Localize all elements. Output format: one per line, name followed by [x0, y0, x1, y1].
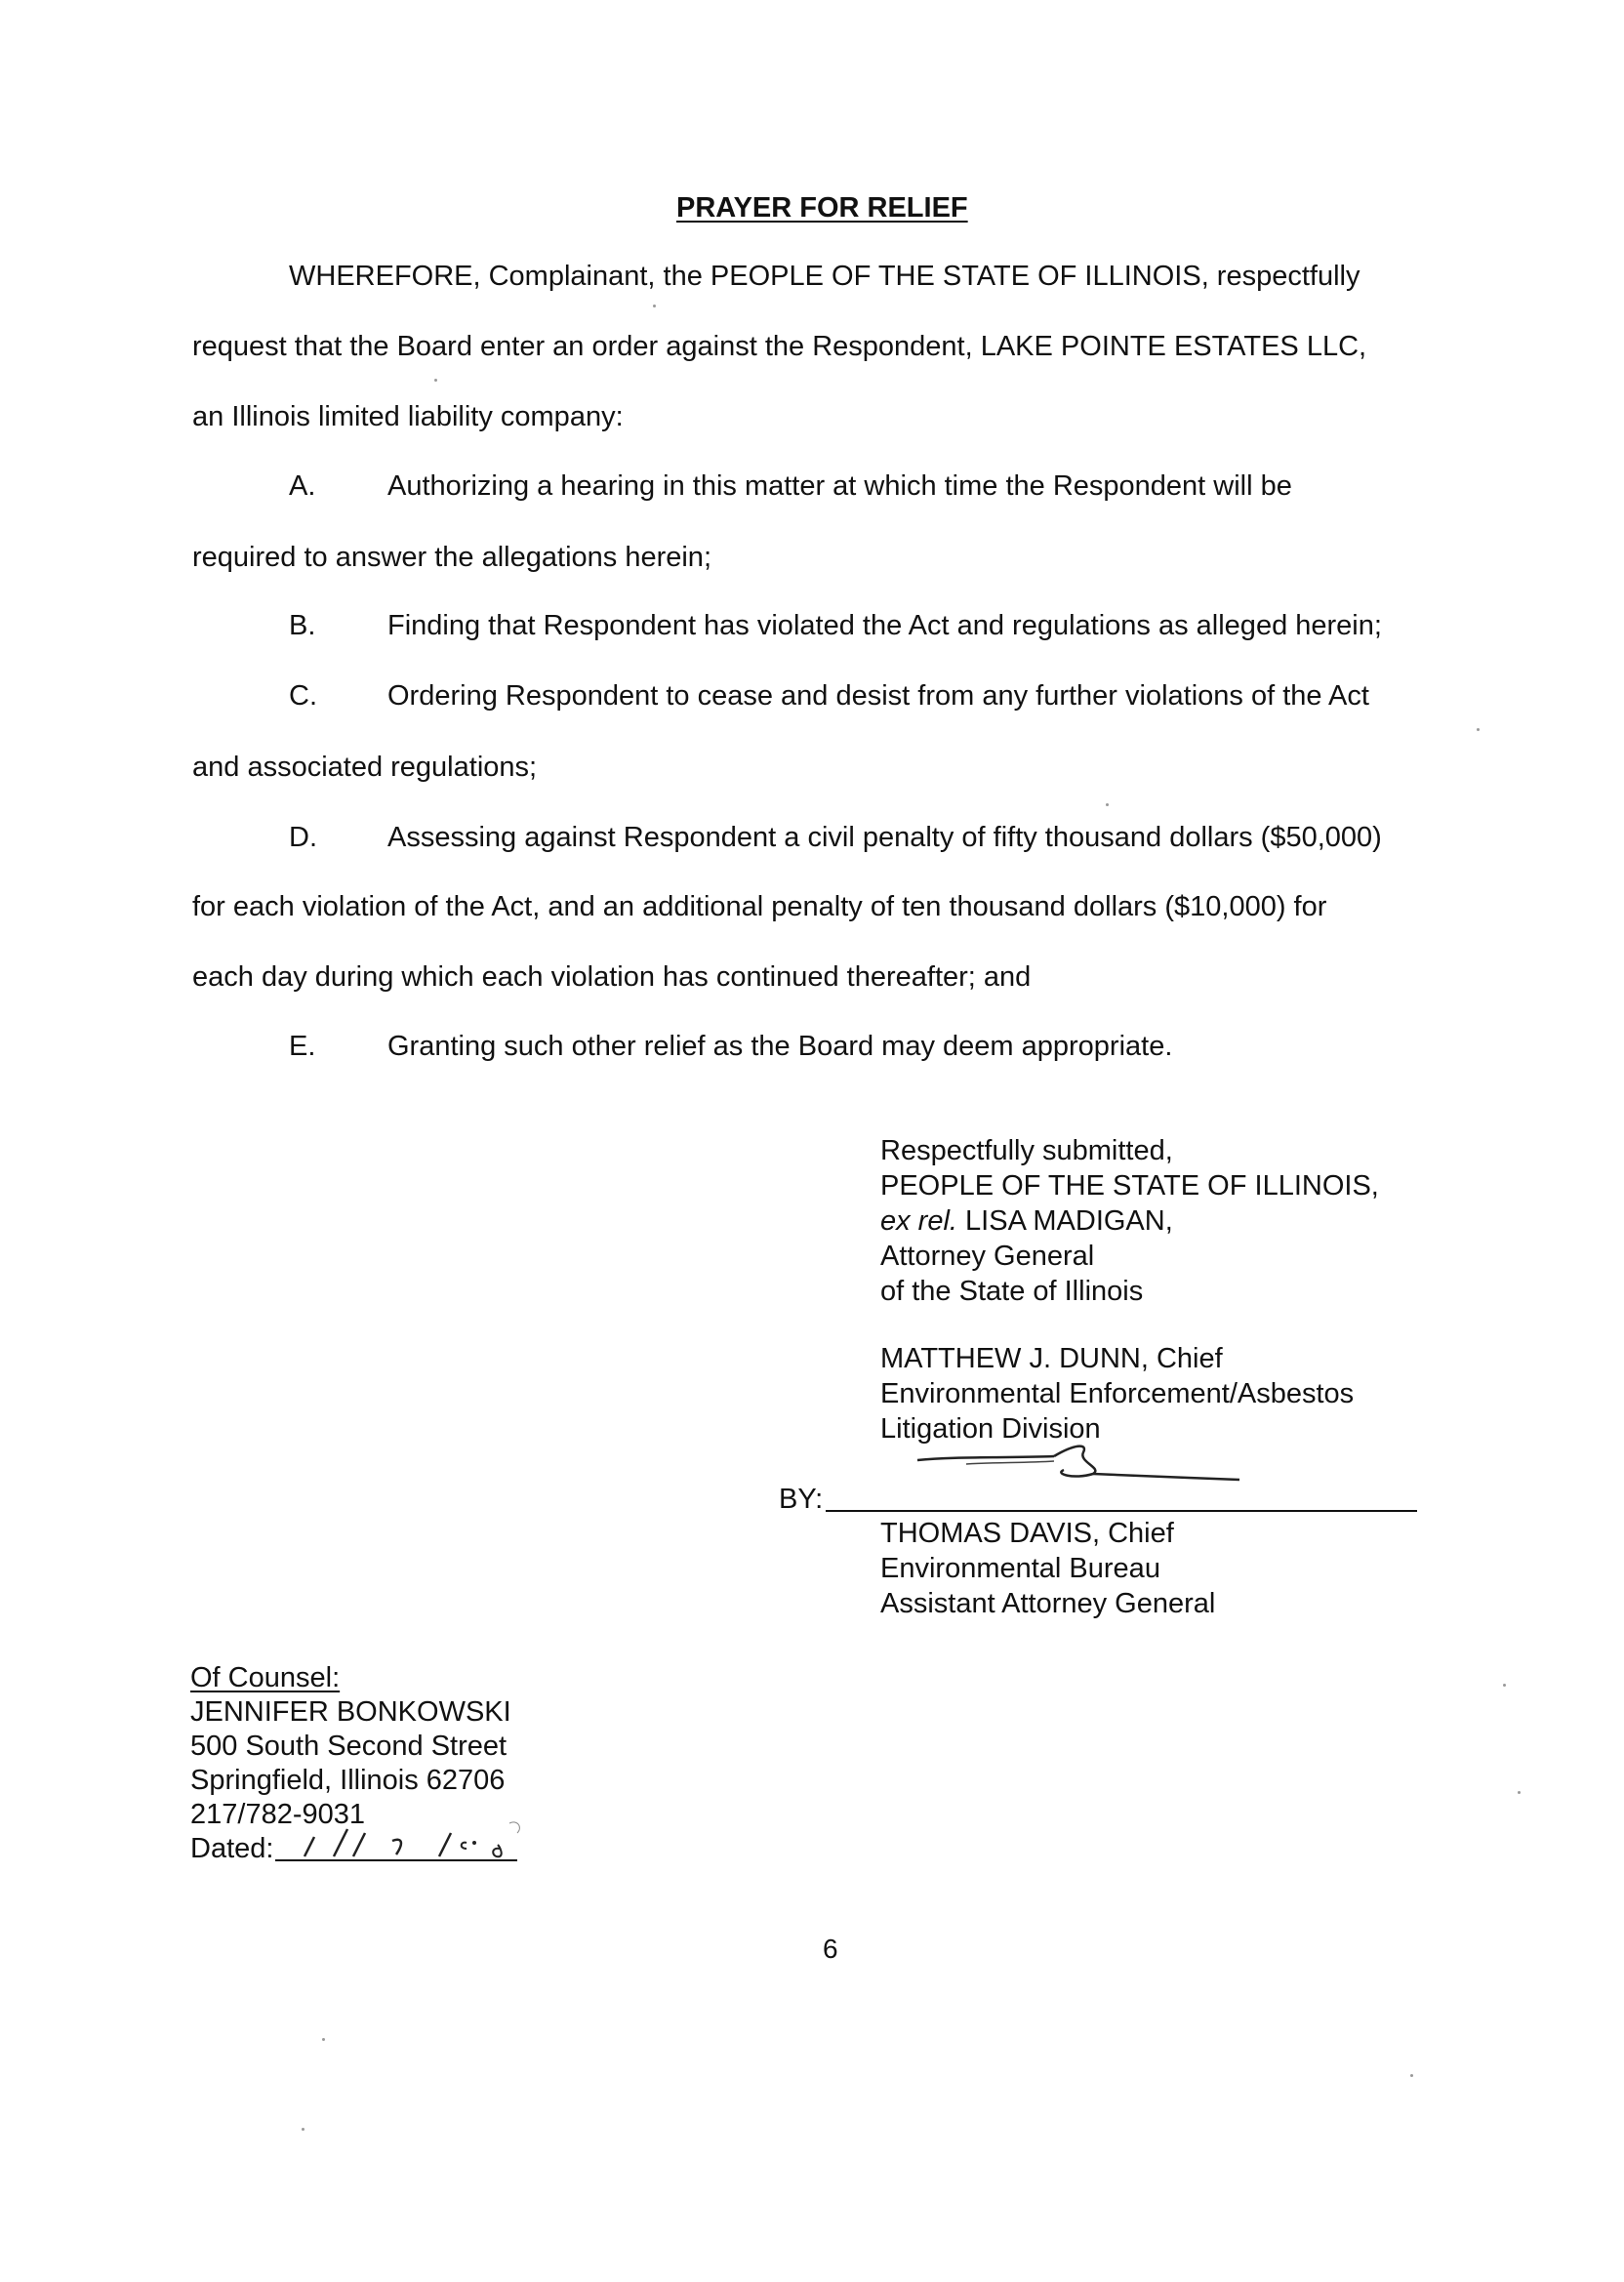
sig-env-enforcement: Environmental Enforcement/Asbestos: [880, 1378, 1355, 1409]
page-number: 6: [823, 1934, 838, 1964]
item-c-line-2: and associated regulations;: [192, 752, 538, 783]
handwritten-date: [283, 1813, 537, 1868]
scan-speck: [434, 379, 437, 382]
item-a-line-1: Authorizing a hearing in this matter at which time the Respondent will be: [387, 470, 1292, 502]
sig-madigan: LISA MADIGAN,: [956, 1205, 1173, 1237]
sig-dunn: MATTHEW J. DUNN, Chief: [880, 1343, 1223, 1374]
sig-ex-rel-line: [880, 1203, 1173, 1239]
sig-attorney-general: Attorney General: [880, 1241, 1095, 1272]
item-d-line-2: for each violation of the Act, and an additional penalty of ten thousand dollars ($10,000) for: [192, 891, 1327, 922]
scan-speck: [1477, 728, 1480, 731]
item-e-line-1: Granting such other relief as the Board may deem appropriate.: [387, 1031, 1173, 1062]
scan-speck: [1503, 1684, 1506, 1687]
sig-litigation: Litigation Division: [880, 1413, 1101, 1445]
signature-line: [826, 1510, 1417, 1512]
scan-speck: [1518, 1791, 1521, 1794]
sig-ex-rel: ex rel.: [880, 1205, 957, 1237]
page-heading: PRAYER FOR RELIEF: [676, 192, 968, 224]
sig-respectfully: Respectfully submitted,: [880, 1135, 1173, 1166]
counsel-label: Of Counsel:: [190, 1662, 341, 1693]
intro-line-2: request that the Board enter an order against the Respondent, LAKE POINTE ESTATES LLC,: [192, 331, 1367, 362]
scan-speck: [322, 2038, 325, 2041]
item-c-letter: C.: [289, 680, 317, 712]
counsel-phone: 217/782-9031: [190, 1799, 365, 1830]
counsel-address-2: Springfield, Illinois 62706: [190, 1765, 506, 1796]
counsel-name: JENNIFER BONKOWSKI: [190, 1696, 511, 1728]
sig-state: of the State of Illinois: [880, 1276, 1144, 1307]
intro-line-3: an Illinois limited liability company:: [192, 401, 624, 432]
item-e-letter: E.: [289, 1031, 316, 1062]
item-c-line-1: Ordering Respondent to cease and desist from any further violations of the Act: [387, 680, 1369, 712]
item-a-line-2: required to answer the allegations herein;: [192, 542, 711, 573]
scan-speck: [653, 305, 656, 307]
item-a-letter: A.: [289, 470, 316, 502]
scan-speck: [302, 2128, 304, 2131]
dated-label: Dated:: [190, 1833, 274, 1864]
sig-davis: THOMAS DAVIS, Chief: [880, 1518, 1174, 1549]
by-label: BY:: [779, 1484, 824, 1515]
scan-speck: [1106, 803, 1109, 806]
item-b-letter: B.: [289, 610, 316, 641]
intro-line-1: WHEREFORE, Complainant, the PEOPLE OF THE STATE OF ILLINOIS, respectfully: [289, 261, 1360, 292]
item-b-line-1: Finding that Respondent has violated the Act and regulations as alleged herein;: [387, 610, 1382, 641]
sig-env-bureau: Environmental Bureau: [880, 1553, 1160, 1584]
handwritten-signature: [908, 1435, 1249, 1493]
scan-speck: [1410, 2074, 1413, 2077]
item-d-line-1: Assessing against Respondent a civil penalty of fifty thousand dollars ($50,000): [387, 822, 1382, 853]
sig-people: PEOPLE OF THE STATE OF ILLINOIS,: [880, 1170, 1379, 1202]
sig-assistant-ag: Assistant Attorney General: [880, 1588, 1216, 1619]
item-d-letter: D.: [289, 822, 317, 853]
counsel-address-1: 500 South Second Street: [190, 1731, 508, 1762]
item-d-line-3: each day during which each violation has continued thereafter; and: [192, 961, 1032, 993]
